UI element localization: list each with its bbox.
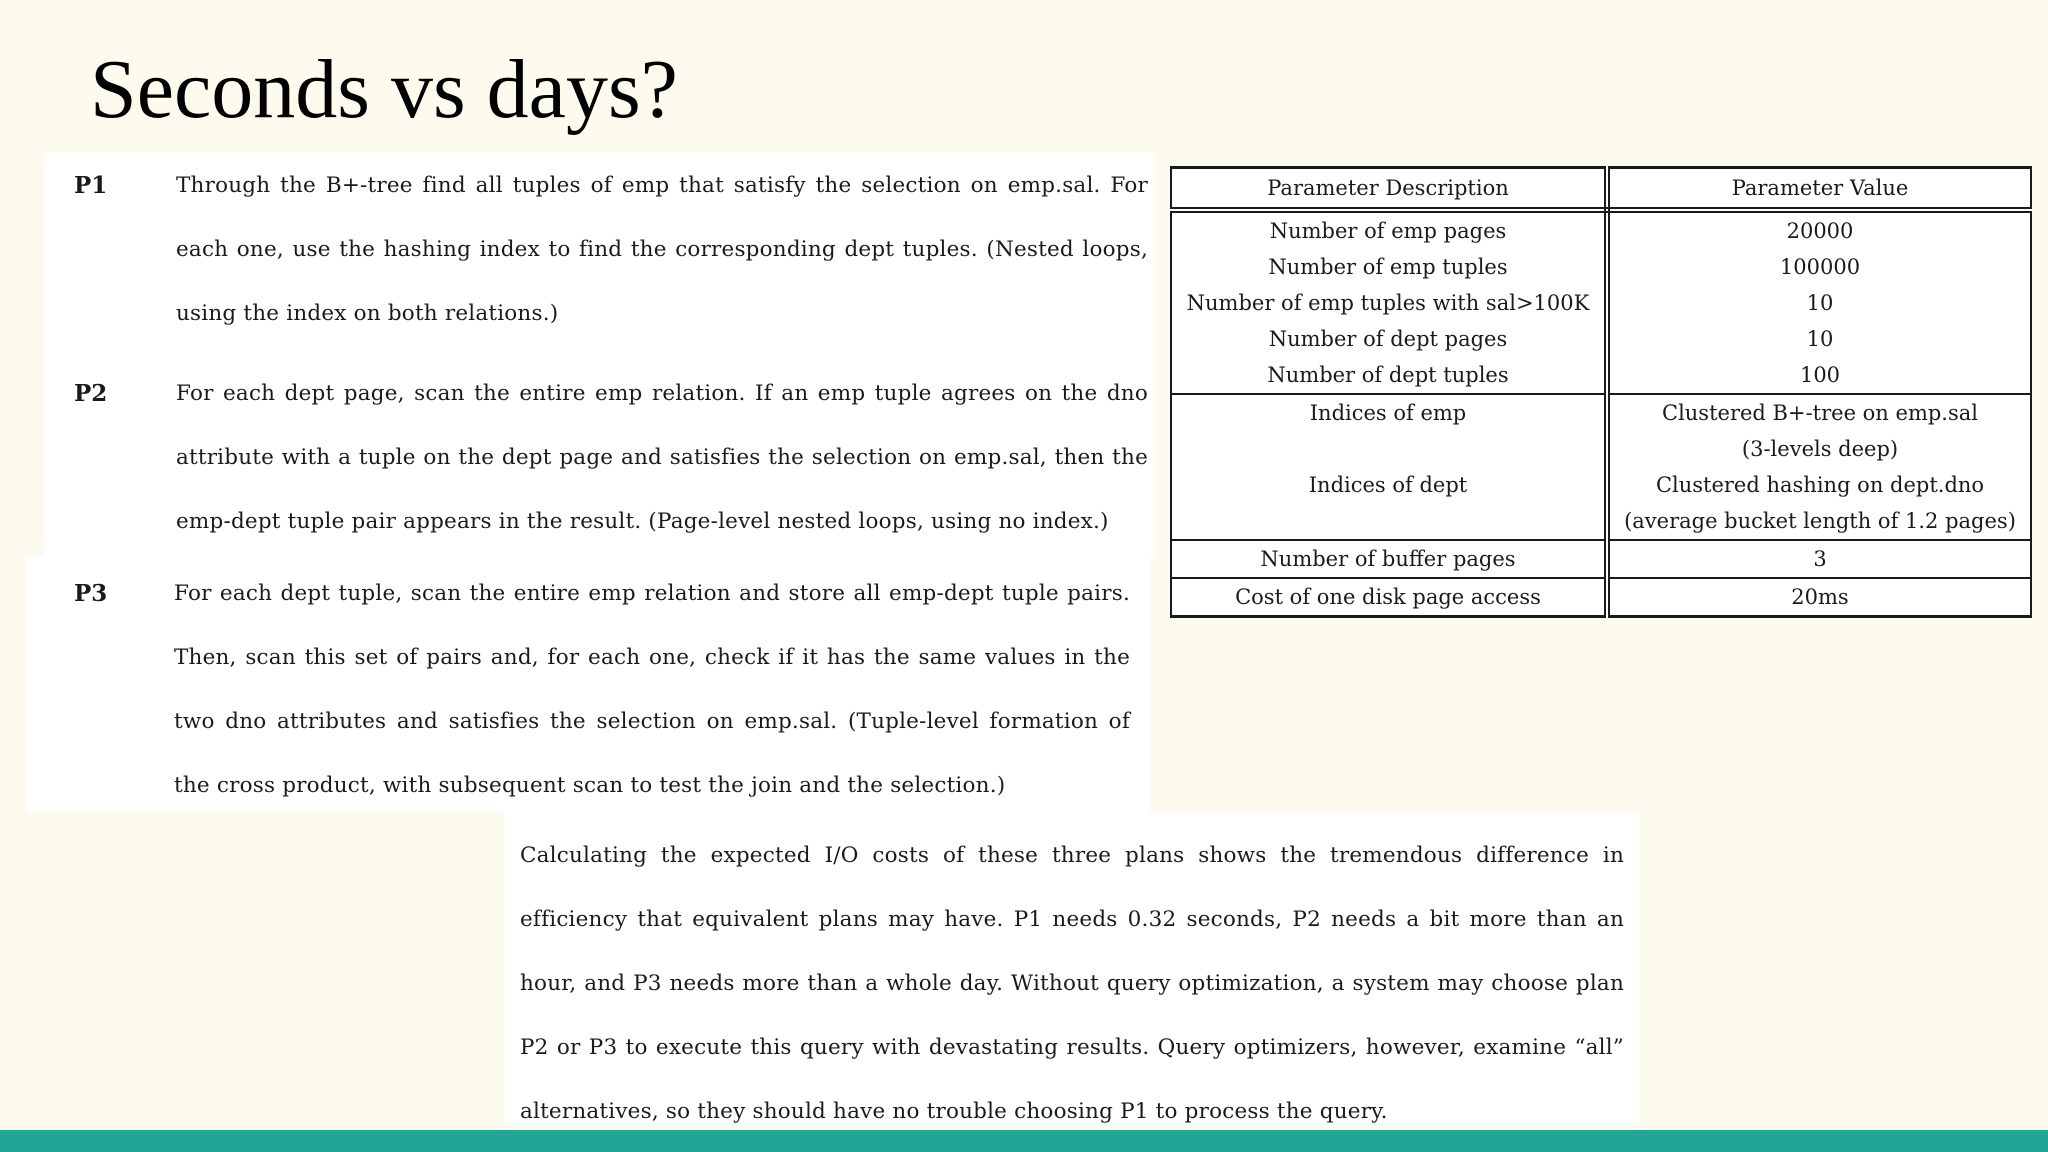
table-cell-description: Number of emp pages — [1171, 210, 1607, 249]
table-cell-description: Cost of one disk page access — [1171, 578, 1607, 617]
table-cell-description: Indices of emp — [1171, 394, 1607, 467]
table-cell-value-line: (average bucket length of 1.2 pages) — [1624, 509, 2016, 533]
table-header-value: Parameter Value — [1607, 168, 2031, 211]
plan-p3-label: P3 — [74, 580, 108, 607]
plan-p1-label: P1 — [74, 172, 108, 199]
parameter-table — [1170, 166, 2032, 618]
table-cell-description: Number of emp tuples with sal>100K — [1171, 285, 1607, 321]
table-header-row — [1171, 168, 2031, 211]
slide-title: Seconds vs days? — [90, 43, 678, 136]
table-cell-value: 10 — [1607, 321, 2031, 357]
plan-p3-text: For each dept tuple, scan the entire emp relation and store all emp-dept tuple pairs. Then, scan this set of pairs and, for each one, check if it has the same values in the two dno attributes and satisfies the selection on emp.sal. (Tuple-level formation of the cross product, with subsequent scan to test the join and the selection.) — [174, 581, 1130, 798]
table-header-description: Parameter Description — [1171, 168, 1607, 211]
table-cell-description: Number of buffer pages — [1171, 540, 1607, 578]
table-row — [1171, 578, 2031, 617]
table-cell-description: Indices of dept — [1171, 467, 1607, 540]
conclusion-excerpt — [504, 812, 1640, 1124]
table-cell-value: 100000 — [1607, 249, 2031, 285]
table-row — [1171, 357, 2031, 394]
bottom-accent-bar — [0, 1130, 2048, 1152]
table-cell-value — [1607, 394, 2031, 467]
table-cell-description: Number of emp tuples — [1171, 249, 1607, 285]
table-row — [1171, 210, 2031, 249]
plan-p2-text: For each dept page, scan the entire emp relation. If an emp tuple agrees on the dno attribute with a tuple on the dept page and satisfies the selection on emp.sal, then the emp-dept tuple pair appears in the result. (Page-level nested loops, using no index.) — [176, 381, 1148, 534]
table-cell-value-line: Clustered hashing on dept.dno — [1655, 473, 1985, 497]
table-cell-value: 20ms — [1607, 578, 2031, 617]
table-cell-value: 20000 — [1607, 210, 2031, 249]
table-cell-description: Number of dept tuples — [1171, 357, 1607, 394]
table-cell-value-line: Clustered B+-tree on emp.sal — [1662, 401, 1978, 425]
plan-p2-label: P2 — [74, 380, 108, 407]
table-cell-value: 100 — [1607, 357, 2031, 394]
table-cell-description: Number of dept pages — [1171, 321, 1607, 357]
table-row — [1171, 394, 2031, 467]
table-row — [1171, 540, 2031, 578]
table-row — [1171, 321, 2031, 357]
table-row — [1171, 467, 2031, 540]
table-cell-value-line: (3-levels deep) — [1741, 437, 1899, 461]
table-cell-value: 10 — [1607, 285, 2031, 321]
table-cell-value — [1607, 467, 2031, 540]
table-row — [1171, 285, 2031, 321]
table-cell-value: 3 — [1607, 540, 2031, 578]
conclusion-text: Calculating the expected I/O costs of these three plans shows the tremendous difference in efficiency that equivalent plans may have. P1 needs 0.32 seconds, P2 needs a bit more than an hour, and P3 needs more than a whole day. Without query optimization, a system may choose plan P2 or P3 to execute this query with devastating results. Query optimizers, however, examine “all” alternatives, so they should have no trouble choosing P1 to process the query. — [520, 843, 1624, 1124]
table-row — [1171, 249, 2031, 285]
plan-p1-text: Through the B+-tree find all tuples of emp that satisfy the selection on emp.sal. For each one, use the hashing index to find the corresponding dept tuples. (Nested loops, using the index on both relations.) — [176, 173, 1148, 326]
